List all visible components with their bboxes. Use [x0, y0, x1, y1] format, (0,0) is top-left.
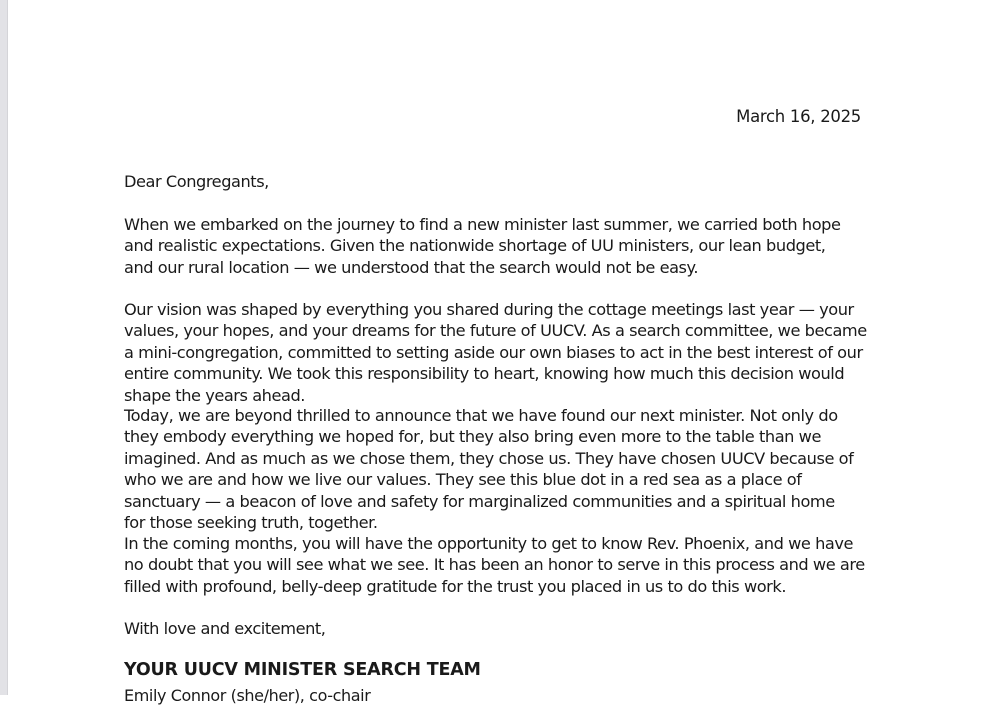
letter-date: March 16, 2025 [736, 107, 861, 126]
paragraph-4: In the coming months, you will have the opportunity to get to know Rev. Phoenix, and we have no doubt that you will see what we see. It has been an honor to serve in this process and we are filled with profound, belly-deep gratitude for the trust you placed in us to do this work. [124, 534, 865, 596]
paragraph-3: Today, we are beyond thrilled to announce that we have found our next minister. Not only do they embody everything we hoped for, but they also bring even more to the table than we imagined. And as much as we chose them, they chose us. They have chosen UUCV because of who we are and how we live our values. They see this blue dot in a red sea as a place of sanctuary — a beacon of love and safety for marginalized communities and a spiritual home for those seeking truth, together. [124, 406, 854, 533]
closing: With love and excitement, [124, 619, 326, 638]
salutation: Dear Congregants, [124, 172, 269, 191]
paragraph-1: When we embarked on the journey to find a new minister last summer, we carried both hope and realistic expectations. Given the nationwide shortage of UU ministers, our lean budget, and our rural location — we understood that the search would not be easy. [124, 215, 841, 277]
page-edge-divider [0, 0, 8, 695]
signature-member-line: Emily Connor (she/her), co-chair [124, 686, 371, 705]
signature-heading: YOUR UUCV MINISTER SEARCH TEAM [124, 660, 481, 680]
paragraph-2: Our vision was shaped by everything you shared during the cottage meetings last year — your values, your hopes, and your dreams for the future of UUCV. As a search committee, we became a mini-congregation, committed to setting aside our own biases to act in the best interest of our entire community. We took this responsibility to heart, knowing how much this decision would shape the years ahead. [124, 300, 867, 405]
